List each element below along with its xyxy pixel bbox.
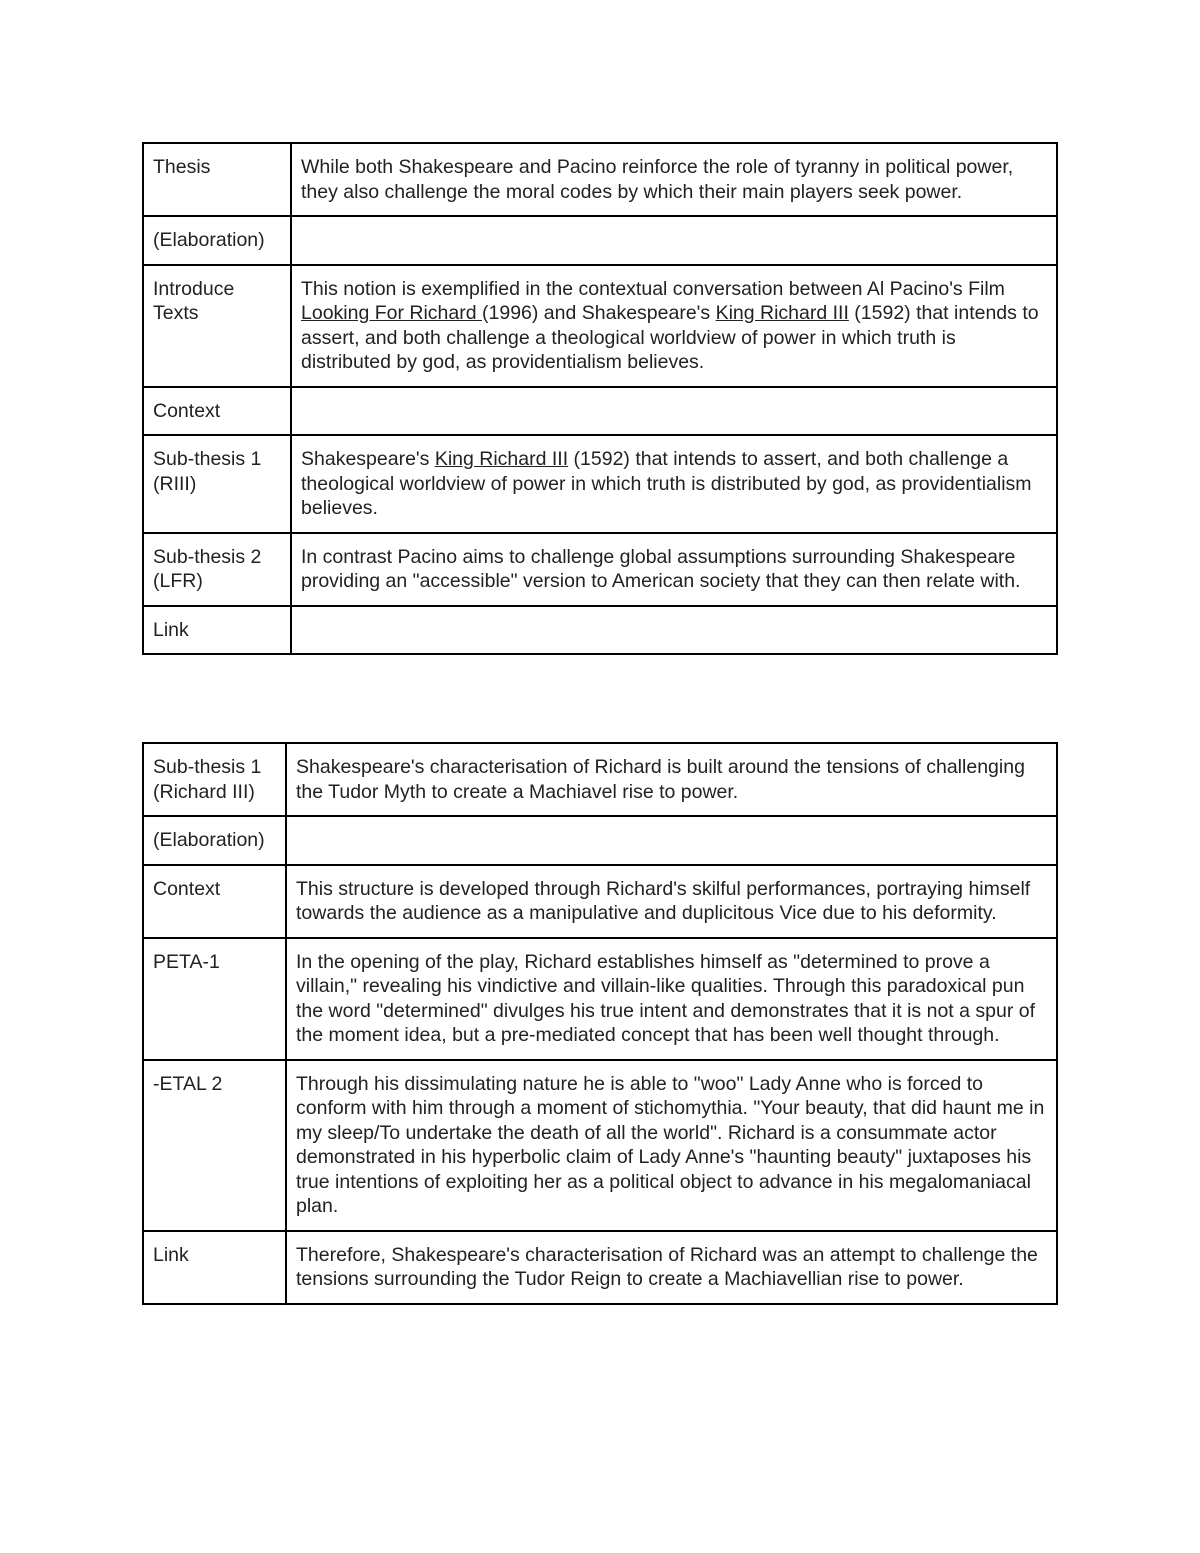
- table-row-introduce-texts: [143, 265, 1057, 387]
- paragraph-plan-table: [142, 742, 1058, 1305]
- row-label-line: Sub-thesis 1: [153, 756, 262, 778]
- row-label: [143, 743, 286, 816]
- row-label-line: Sub-thesis 1: [153, 448, 262, 470]
- table-row-etal-2: [143, 1060, 1057, 1231]
- text-segment: Shakespeare's: [301, 448, 435, 470]
- row-content: While both Shakespeare and Pacino reinforce the role of tyranny in political power, they also challenge the moral codes by which their main players seek power.: [291, 143, 1057, 216]
- row-label: -ETAL 2: [143, 1060, 286, 1231]
- row-label-line: Sub-thesis 2: [153, 545, 262, 568]
- row-label: (Elaboration): [143, 816, 286, 865]
- play-title: King Richard III: [434, 448, 569, 470]
- row-content-empty: [291, 216, 1057, 265]
- row-content: This structure is developed through Richard's skilful performances, portraying himself towards the audience as a manipulative and duplicitous Vice due to his deformity.: [286, 865, 1057, 938]
- table-row-link: [143, 606, 1057, 655]
- row-label: Link: [143, 1231, 286, 1304]
- row-content-empty: [291, 606, 1057, 655]
- table-row-context: [143, 387, 1057, 436]
- table-row-link: [143, 1231, 1057, 1304]
- row-label-line: (RIII): [153, 472, 197, 495]
- table-row-elaboration: [143, 216, 1057, 265]
- row-label: Thesis: [143, 143, 291, 216]
- row-label-line: Texts: [153, 302, 199, 324]
- row-label: [143, 265, 291, 387]
- row-label: [143, 533, 291, 606]
- row-content: [291, 265, 1057, 387]
- row-content: In contrast Pacino aims to challenge global assumptions surrounding Shakespeare providing an "accessible" version to American society that they can then relate with.: [291, 533, 1057, 606]
- row-label: Context: [143, 387, 291, 436]
- row-label: Context: [143, 865, 286, 938]
- table-row-sub-thesis-1: [143, 435, 1057, 533]
- table-row-sub-thesis-1: [143, 743, 1057, 816]
- row-content-empty: [291, 387, 1057, 436]
- text-segment: (1592) that intends to assert, and both challenge a theological worldview of power in which truth is distributed by god, as providentialism believes.: [301, 302, 1039, 373]
- table-row-context: [143, 865, 1057, 938]
- table-row-peta-1: [143, 938, 1057, 1060]
- row-content: Through his dissimulating nature he is able to "woo" Lady Anne who is forced to conform with him through a moment of stichomythia. "Your beauty, that did haunt me in my sleep/To undertake the death of all the world". Richard is a consummate actor demonstrated in his hyperbolic claim of Lady Anne's "haunting beauty" juxtaposes his true intentions of exploiting her as a political object to advance in his megalomaniacal plan.: [286, 1060, 1057, 1231]
- text-segment: (1592) that intends to assert, and both challenge a theological worldview of power in which truth is distributed by god, as providentialism believes.: [301, 448, 1032, 519]
- essay-plan-table: [142, 142, 1058, 655]
- row-content: Shakespeare's characterisation of Richard is built around the tensions of challenging the Tudor Myth to create a Machiavel rise to power.: [286, 743, 1057, 816]
- row-content: Therefore, Shakespeare's characterisation of Richard was an attempt to challenge the tensions surrounding the Tudor Reign to create a Machiavellian rise to power.: [286, 1231, 1057, 1304]
- row-label-line: (LFR): [153, 570, 203, 592]
- text-segment: (1996) and Shakespeare's: [482, 302, 716, 324]
- row-content: In the opening of the play, Richard establishes himself as "determined to prove a villain," revealing his vindictive and villain-like qualities. Through this paradoxical pun the word "determined" divulges his true intent and demonstrates that it is not a spur of the moment idea, but a pre-mediated concept that has been well thought through.: [286, 938, 1057, 1060]
- row-content: [291, 435, 1057, 533]
- row-label: [143, 435, 291, 533]
- film-title: Looking For Richard: [301, 302, 483, 324]
- table-row-elaboration: [143, 816, 1057, 865]
- row-content-empty: [286, 816, 1057, 865]
- play-title: King Richard III: [715, 302, 849, 324]
- text-segment: This notion is exemplified in the contextual conversation between Al Pacino's Film: [301, 277, 1005, 300]
- row-label: Link: [143, 606, 291, 655]
- row-label: (Elaboration): [143, 216, 291, 265]
- row-label: PETA-1: [143, 938, 286, 1060]
- row-label-line: (Richard III): [153, 780, 255, 803]
- table-row-thesis: [143, 143, 1057, 216]
- row-label-line: Introduce: [153, 277, 235, 300]
- table-row-sub-thesis-2: [143, 533, 1057, 606]
